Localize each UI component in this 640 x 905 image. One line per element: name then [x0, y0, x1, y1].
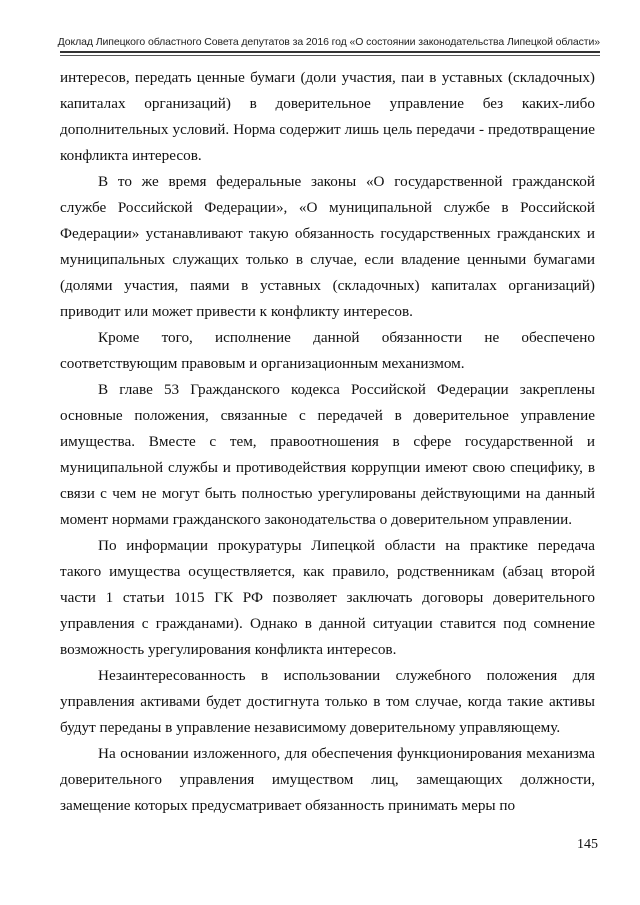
paragraph: Незаинтересованность в использовании служебного положения для управления активами будет достигнута только в том случае, когда такие активы будут переданы в управление независимому доверительному управляющему. [60, 667, 595, 736]
paragraph: В главе 53 Гражданского кодекса Российской Федерации закреплены основные положения, связанные с передачей в доверительное управление имущества. Вместе с тем, правоотношения в сфере государственной и муниципальной службы и противодействия коррупции имеют свою специфику, в связи с чем не могут быть полностью урегулированы действующими на данный момент нормами гражданского законодательства о доверительном управлении. [60, 381, 595, 528]
header-rule-thick [60, 51, 600, 53]
header-rule-thin [60, 55, 600, 56]
paragraph: Кроме того, исполнение данной обязанности не обеспечено соответствующим правовым и организационным механизмом. [60, 329, 595, 372]
running-header: Доклад Липецкого областного Совета депутатов за 2016 год «О состоянии законодательства Липецкой области» [57, 36, 600, 48]
body-text [60, 65, 595, 819]
paragraph: На основании изложенного, для обеспечения функционирования механизма доверительного управления имуществом лиц, замещающих должности, замещение которых предусматривает обязанность принимать меры по [60, 745, 595, 814]
paragraph: В то же время федеральные законы «О государственной гражданской службе Российской Федерации», «О муниципальной службе в Российской Федерации» устанавливают такую обязанность государственных гражданских и муниципальных служащих только в случае, если владение ценными бумагами (долями участия, паями в уставных (складочных) капиталах организаций) приводит или может привести к конфликту интересов. [60, 173, 595, 320]
paragraph-continued: интересов, передать ценные бумаги (доли участия, паи в уставных (складочных) капиталах организаций) в доверительное управление без каких-либо дополнительных условий. Норма содержит лишь цель передачи - предотвращение конфликта интересов. [60, 69, 595, 164]
page-number: 145 [577, 837, 598, 852]
paragraph: По информации прокуратуры Липецкой области на практике передача такого имущества осуществляется, как правило, родственникам (абзац второй части 1 статьи 1015 ГК РФ позволяет заключать договоры доверительного управления с гражданами). Однако в данной ситуации ставится под сомнение возможность урегулирования конфликта интересов. [60, 537, 595, 658]
